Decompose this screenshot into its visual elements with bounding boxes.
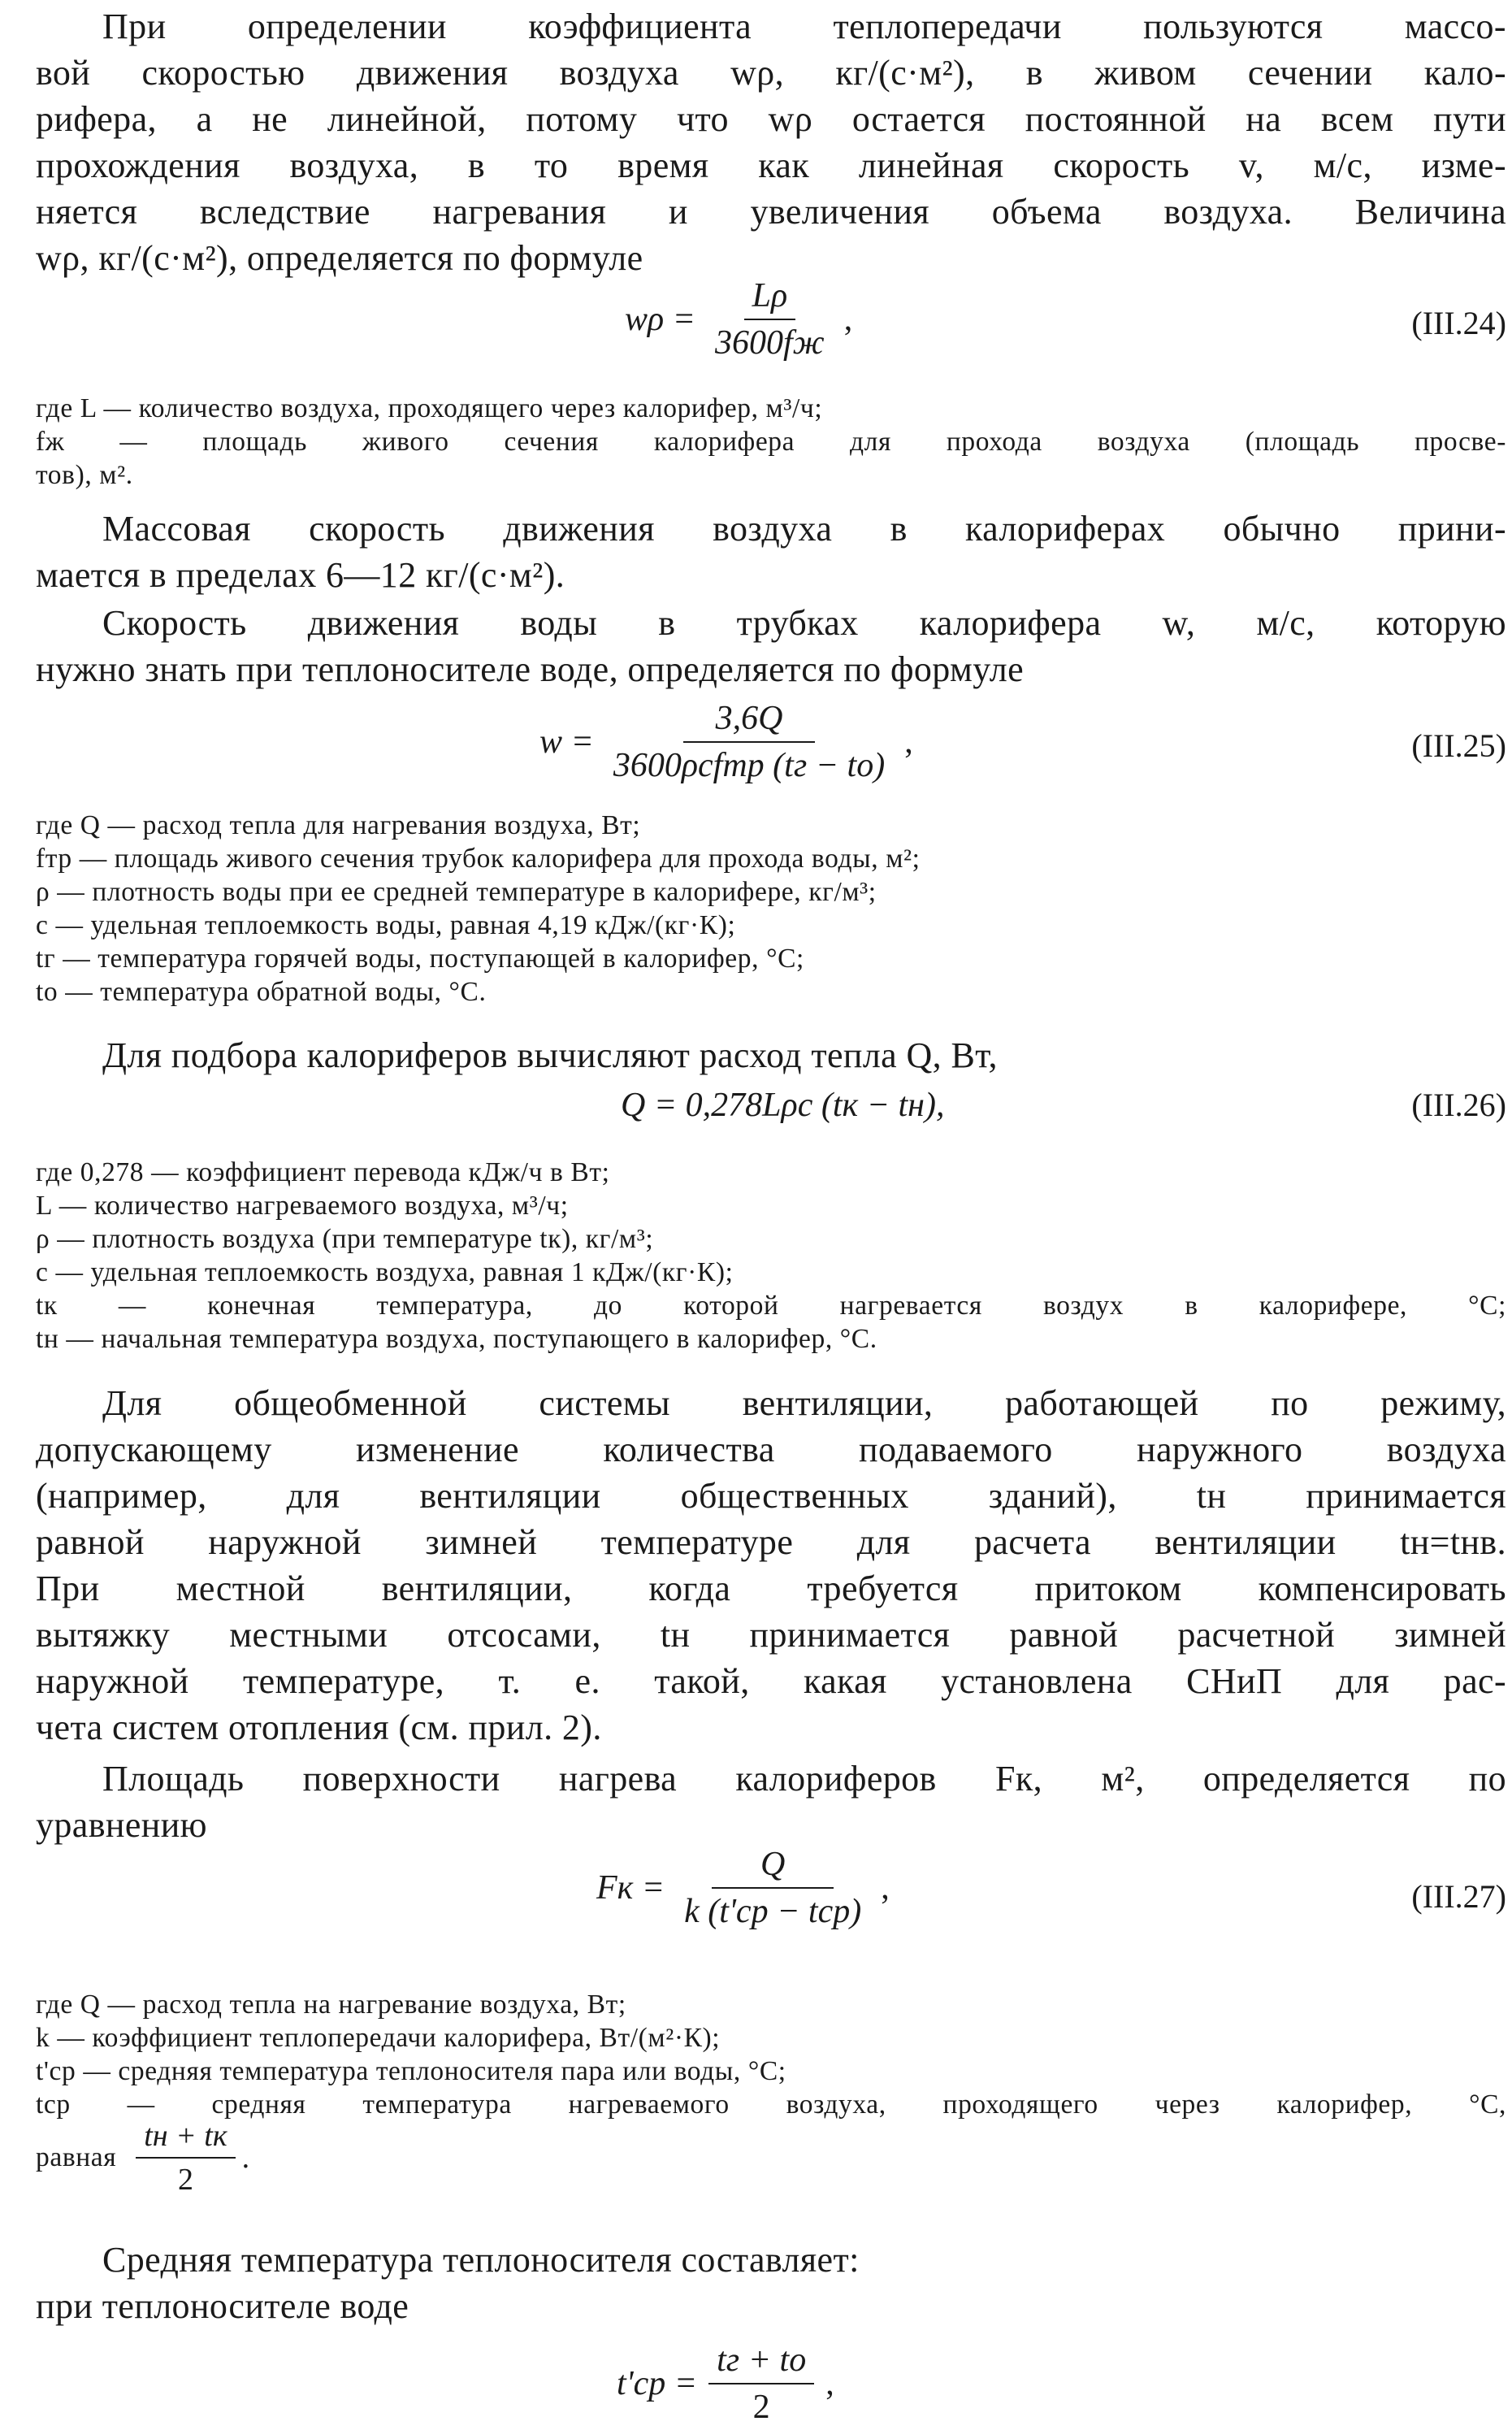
fraction-numerator: Lρ (744, 276, 796, 320)
formula-tail: . (241, 2141, 250, 2175)
text-line: вытяжку местными отсосами, tн принимается равной расчетной зимней (36, 1615, 1506, 1655)
formula-tail: , (904, 723, 913, 761)
text-line: няется вследствие нагревания и увеличения объема воздуха. Величина (36, 192, 1506, 232)
text-line: tо — температура обратной воды, °С. (36, 977, 487, 1007)
text-line: k — коэффициент теплопередачи калорифера, Вт/(м²·К); (36, 2023, 721, 2053)
text-line: (например, для вентиляции общественных зданий), tн принимается (36, 1476, 1506, 1516)
text-line: рифера, а не линейной, потому что wρ остается постоянной на всем пути (36, 99, 1506, 139)
fraction-denominator: 2 (752, 2389, 770, 2426)
paragraph-6 (36, 1755, 1506, 1848)
text-line: tг — температура горячей воды, поступающей в калорифер, °С; (36, 944, 804, 974)
fraction-denominator: 3600fж (715, 324, 825, 362)
text-line: t'ср — средняя температура теплоносителя пара или воды, °С; (36, 2056, 786, 2086)
text-line: tк — конечная температура, до которой нагревается воздух в калорифере, °С; (36, 1291, 1506, 1321)
text-line: равной наружной зимней температуре для расчета вентиляции tн=tнв. (36, 1522, 1506, 1562)
formula-iii-27 (36, 1845, 1506, 1959)
text-line: При определении коэффициента теплопередачи пользуются массо- (102, 7, 1506, 46)
paragraph-4 (36, 1032, 1506, 1078)
fraction-numerator: tг + tо (708, 2341, 814, 2384)
paragraph-2 (36, 506, 1506, 598)
text-line: Массовая скорость движения воздуха в калориферах обычно прини- (102, 509, 1506, 549)
text-line: Средняя температура теплоносителя составляет: (102, 2240, 860, 2280)
formula-lhs: Fк = (596, 1869, 665, 1907)
equation-number: (III.26) (1411, 1087, 1506, 1123)
text-line: fж — площадь живого сечения калорифера для прохода воздуха (площадь просве- (36, 427, 1506, 457)
formula-fraction (136, 2118, 235, 2198)
formula-fraction (708, 2341, 814, 2427)
text-line: fтр — площадь живого сечения трубок калорифера для прохода воды, м²; (36, 844, 921, 874)
fraction-numerator: tн + tк (136, 2118, 235, 2159)
where-block-2 (36, 809, 1506, 1009)
formula-fraction (707, 276, 833, 362)
text-line: где Q — расход тепла на нагревание воздуха, Вт; (36, 1990, 626, 2020)
formula-average-water-temperature (36, 2341, 1506, 2430)
formula-fraction (605, 699, 893, 785)
text-line: c — удельная теплоемкость воды, равная 4,19 кДж/(кг·К); (36, 910, 736, 940)
text-line: tн — начальная температура воздуха, поступающего в калорифер, °С. (36, 1324, 877, 1354)
text-line: ρ — плотность воды при ее средней температуре в калорифере, кг/м³; (36, 877, 877, 907)
fraction-denominator: k (t'ср − tср) (684, 1893, 862, 1930)
formula-fraction (676, 1845, 869, 1931)
text-line (36, 2119, 1506, 2197)
formula-expression: Q = 0,278Lρc (tк − tн), (621, 1087, 945, 1124)
paragraph-7 (36, 2237, 1506, 2329)
paragraph-5 (36, 1380, 1506, 1751)
text-line: где 0,278 — коэффициент перевода кДж/ч в Вт; (36, 1157, 610, 1187)
text-line: Для подбора калориферов вычисляют расход тепла Q, Вт, (102, 1035, 998, 1075)
paragraph-3 (36, 600, 1506, 692)
paragraph-1 (36, 3, 1506, 281)
text-line: где L — количество воздуха, проходящего через калорифер, м³/ч; (36, 393, 823, 423)
text-line: tср — средняя температура нагреваемого воздуха, проходящего через калорифер, °С, (36, 2089, 1506, 2120)
text-line: L — количество нагреваемого воздуха, м³/ч; (36, 1191, 569, 1221)
text-line: тов), м². (36, 460, 133, 490)
fraction-denominator: 2 (177, 2163, 193, 2197)
text-line: чета систем отопления (см. прил. 2). (36, 1708, 602, 1747)
formula-lhs: wρ = (625, 301, 696, 338)
text-line: wρ, кг/(с·м²), определяется по формуле (36, 238, 643, 278)
formula-lhs: w = (539, 723, 594, 761)
formula-tail: , (881, 1869, 890, 1907)
formula-iii-24 (36, 276, 1506, 374)
text-line: Площадь поверхности нагрева калориферов Fк, м², определяется по (102, 1759, 1506, 1799)
formula-tail: , (825, 2365, 834, 2402)
formula-iii-25 (36, 699, 1506, 796)
text-line: При местной вентиляции, когда требуется притоком компенсировать (36, 1569, 1506, 1608)
text-line: допускающему изменение количества подаваемого наружного воздуха (36, 1430, 1506, 1469)
text-fragment: равная (36, 2142, 117, 2172)
text-line: ρ — плотность воздуха (при температуре tк), кг/м³; (36, 1224, 654, 1254)
text-line: нужно знать при теплоносителе воде, определяется по формуле (36, 649, 1025, 689)
text-line: Скорость движения воды в трубках калорифера w, м/с, которую (102, 603, 1506, 643)
text-line: прохождения воздуха, в то время как линейная скорость v, м/с, изме- (36, 145, 1506, 185)
fraction-denominator: 3600ρcfтр (tг − tо) (613, 747, 886, 784)
fraction-numerator: 3,6Q (683, 699, 816, 743)
text-line: уравнению (36, 1805, 207, 1845)
text-line: мается в пределах 6—12 кг/(с·м²). (36, 555, 565, 595)
equation-number: (III.24) (1411, 305, 1506, 341)
where-block-3 (36, 1156, 1506, 1356)
where-block-1 (36, 392, 1506, 492)
where-block-4 (36, 1988, 1506, 2197)
equation-number: (III.25) (1411, 727, 1506, 764)
equation-number: (III.27) (1411, 1878, 1506, 1915)
text-line: где Q — расход тепла для нагревания воздуха, Вт; (36, 810, 641, 840)
text-line: Для общеобменной системы вентиляции, работающей по режиму, (102, 1383, 1506, 1423)
text-line: вой скоростью движения воздуха wρ, кг/(с·м²), в живом сечении кало- (36, 53, 1506, 93)
formula-iii-26 (36, 1086, 1506, 1135)
formula-tail: , (843, 301, 853, 338)
fraction-numerator: Q (712, 1845, 834, 1889)
text-line: наружной температуре, т. е. такой, какая установлена СНиП для рас- (36, 1661, 1506, 1701)
text-line: при теплоносителе воде (36, 2286, 409, 2326)
formula-lhs: t'ср = (617, 2365, 698, 2402)
text-line: c — удельная теплоемкость воздуха, равная 1 кДж/(кг·К); (36, 1257, 734, 1287)
